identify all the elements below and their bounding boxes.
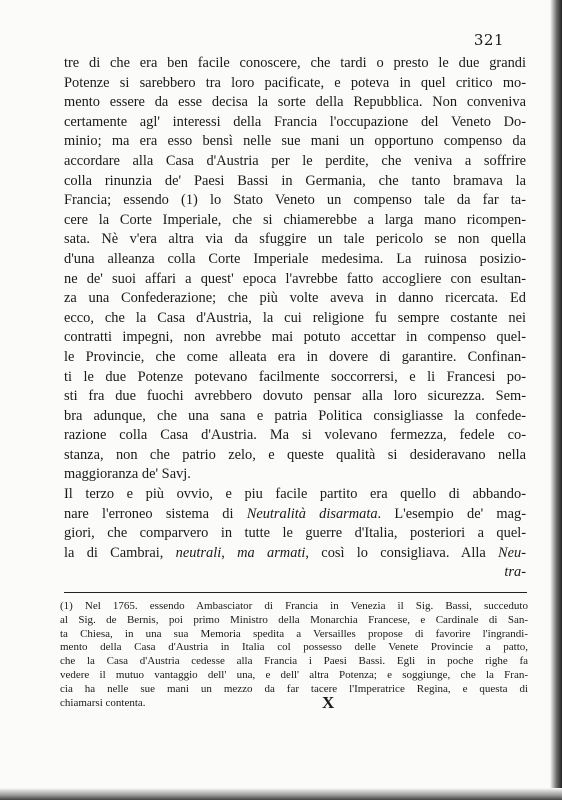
italic-term: Neutralità disarmata — [246, 505, 378, 522]
page-number: 321 — [473, 31, 504, 49]
text-line: contratti impegni, non avrebbe mai potuto accettar in compenso quel- — [64, 329, 526, 346]
text-line: sti fra due fuochi avrebbero dovuto pensar alla loro sicurezza. Sem- — [64, 388, 526, 405]
footnote-line: vedere il mutuo vantaggio dell' una, e dell' altra Potenza; e soggiunge, che la Fran- — [60, 668, 528, 681]
footnote-line: che la Casa d'Austria cedesse alla Francia i Paesi Bassi. Egli in poche righe fa — [60, 655, 528, 668]
text-line: sata. Nè v'era altra via da sfuggire un tale pericolo se non quella — [64, 231, 526, 248]
footnote-line: chiamarsi contenta. — [60, 696, 146, 709]
footnote-line: (1) Nel 1765. essendo Ambasciator di Francia in Venezia il Sig. Bassi, succeduto — [60, 600, 528, 612]
italic-term: Neu- — [498, 544, 526, 561]
page-edge-shadow-bottom — [0, 788, 562, 800]
footnote-rule — [64, 592, 527, 593]
text-line: minio; ma era esso bensì nelle sue mani un opportuno compenso da — [64, 133, 526, 150]
text-run: la di Cambrai, — [64, 544, 176, 561]
text-line: Potenze si sarebbero tra loro pacificate, e poteva in quel critico mo- — [64, 74, 526, 91]
text-line: accordare alla Casa d'Austria per le perdite, che veniva a soffrire — [64, 152, 526, 169]
signature-mark: X — [322, 693, 336, 712]
italic-term: neutrali — [175, 544, 222, 561]
paragraph2-line: Il terzo e più ovvio, e piu facile partito era quello di abbando- — [64, 486, 526, 503]
footnote — [60, 600, 528, 710]
text-line: le Provincie, che come alleata era in dovere di garantire. Confinan- — [64, 348, 526, 365]
text-line: cere la Corte Imperiale, che si chiamerebbe a larga mano ricompen- — [64, 211, 526, 228]
footnote-line: cia ha nelle sue mani un mezzo da far tacere l'Imperatrice Regina, e questa di — [60, 682, 528, 695]
footnote-line: mento della Casa d'Austria in Italia col possesso delle Venete Provincie a patto, — [60, 641, 528, 654]
text-line: tre di che era ben facile conoscere, che tardi o presto le due grandi — [64, 55, 526, 71]
text-line: d'una alleanza colla Corte Imperiale medesima. La ruinosa posizio- — [64, 250, 526, 267]
italic-term: ma armati — [237, 544, 306, 561]
text-line: bra adunque, che una sana e patria Politica consigliasse la confede- — [64, 407, 526, 424]
text-line: Francia; essendo (1) lo Stato Veneto un compenso tale da far ta- — [64, 192, 526, 209]
text-run: nare l'erroneo sistema di — [64, 505, 247, 522]
text-line: stanza, non che patrio zelo, e queste qualità si desideravano nella — [64, 446, 526, 463]
text-run: . L'esempio de' mag- — [377, 505, 526, 522]
text-line: ecco, che la Casa d'Austria, la cui religione fu sempre costante nei — [64, 309, 526, 326]
text-run: , così lo consigliava. Alla — [305, 544, 499, 561]
text-line: certamente agl' interessi della Francia l'occupazione del Veneto Do- — [64, 113, 526, 130]
text-line: maggioranza de' Savj. — [64, 466, 191, 483]
footnote-line: ta Chiesa, in una sua Memoria spedita a Versailles propose di favorire l'ingrandi- — [60, 627, 528, 640]
paragraph2-line — [64, 544, 526, 564]
text-line: mento essere da esse decisa la sorte della Repubblica. Non conveniva — [64, 94, 526, 111]
footnote-line: al Sig. de Bernis, poi primo Ministro della Monarchia Francese, e Cardinale di San- — [60, 613, 528, 626]
text-line: za una Confederazione; che più volte aveva in danno ricercata. Ed — [64, 290, 526, 307]
text-line: razione colla Casa d'Austria. Ma si volevano fermezza, fedele co- — [64, 427, 526, 444]
paragraph2-line: giori, che comparvero in tutte le guerre d'Italia, posteriori a quel- — [64, 525, 526, 542]
main-text — [64, 54, 526, 583]
page-edge-shadow-right — [550, 0, 562, 800]
catchword — [64, 563, 526, 583]
catchword-text: tra- — [504, 564, 526, 581]
text-line: ne de' suoi affari a quest' epoca l'avrebbe fatto accogliere con esultan- — [64, 270, 526, 287]
text-line: ti le due Potenze potevano facilmente soccorrersi, e li Francesi po- — [64, 368, 526, 385]
text-run: , — [221, 544, 238, 561]
text-line: colla rinunzia de' Paesi Bassi in Germania, che tanto bramava la — [64, 172, 526, 189]
paragraph2-line — [64, 505, 526, 525]
